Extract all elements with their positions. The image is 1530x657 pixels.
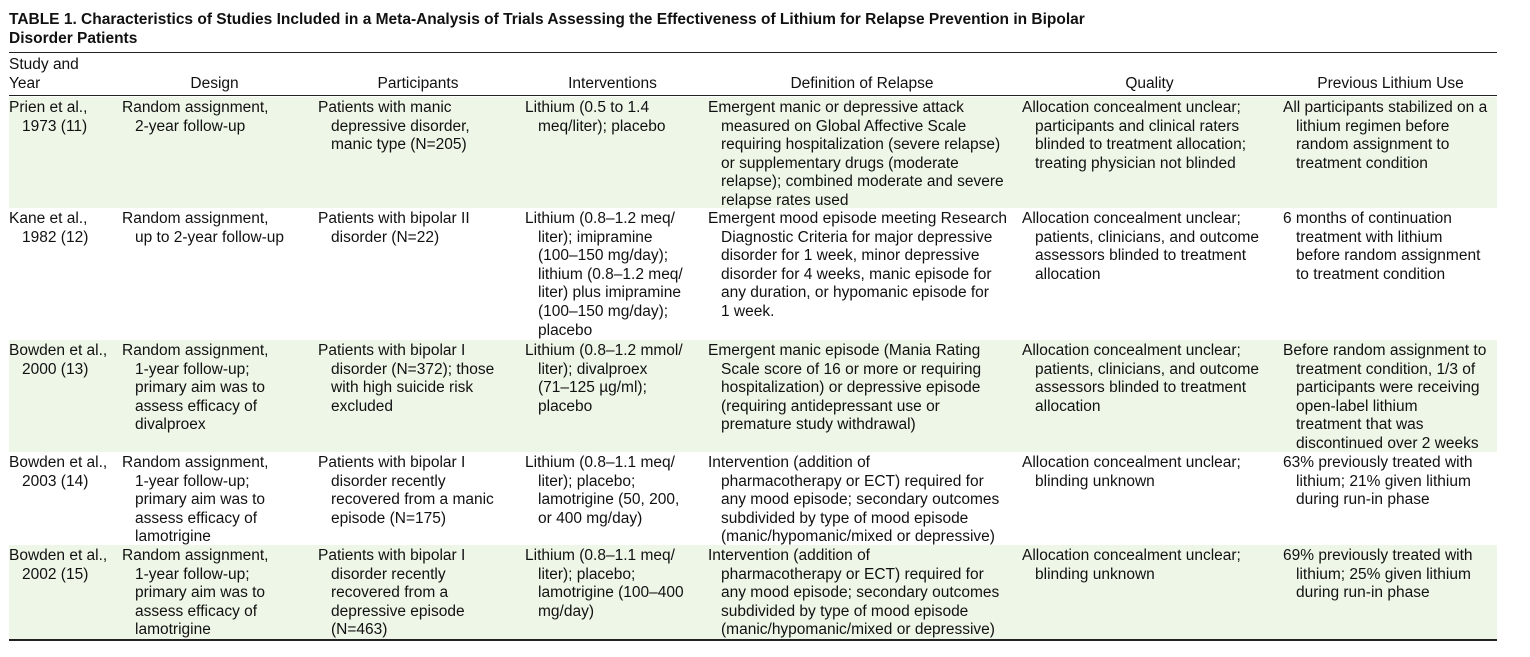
bottom-rule	[9, 639, 1497, 641]
cell-design: Random assignment, 1-year follow-up; primary aim was to assess efficacy of divalproex	[122, 342, 269, 434]
cell-quality: Allocation concealment unclear; blinding unknown	[1022, 454, 1241, 490]
cell-participants: Patients with bipolar I disorder recently recovered from a depressive episode (N=463)	[318, 547, 466, 639]
cell-interventions: Lithium (0.8–1.1 meq/ liter); placebo; lamotrigine (50, 200, or 400 mg/day)	[525, 454, 680, 527]
cell-study-year: Prien et al., 1973 (11)	[9, 99, 88, 135]
header-participants: Participants	[377, 75, 459, 92]
header-rule	[9, 95, 1497, 96]
cell-previous-lithium-use: All participants stabilized on a lithium regimen before random assignment to treatment condition	[1283, 99, 1488, 172]
table-row	[9, 208, 1497, 340]
cell-design: Random assignment, up to 2-year follow-up	[122, 210, 285, 246]
header-study-year: Study and Year	[9, 56, 79, 92]
table-title: TABLE 1. Characteristics of Studies Included in a Meta-Analysis of Trials Assessing the Effectiveness of Lithium for Relapse Prevention in Bipolar Disorder Patients	[9, 11, 1085, 47]
cell-participants: Patients with bipolar II disorder (N=22)	[318, 210, 470, 246]
header-previous-lithium-use: Previous Lithium Use	[1317, 75, 1464, 92]
header-design: Design	[190, 75, 239, 92]
cell-quality: Allocation concealment unclear; patients, clinicians, and outcome assessors blinded to treatment allocation	[1022, 342, 1260, 415]
cell-design: Random assignment, 1-year follow-up; primary aim was to assess efficacy of lamotrigine	[122, 547, 269, 639]
cell-definition-of-relapse: Emergent mood episode meeting Research Diagnostic Criteria for major depressive disorder for 1 week, minor depressive disorder for 4 weeks, manic episode for any duration, or hypomanic episode for 1 week.	[708, 210, 1007, 320]
cell-definition-of-relapse: Intervention (addition of pharmacotherapy or ECT) required for any mood episode; secondary outcomes subdivided by type of mood episode (manic/hypomanic/mixed or depressive)	[708, 547, 1000, 639]
cell-design: Random assignment, 1-year follow-up; primary aim was to assess efficacy of lamotrigine	[122, 454, 269, 546]
cell-participants: Patients with manic depressive disorder, manic type (N=205)	[318, 99, 470, 154]
table-row	[9, 340, 1497, 452]
cell-study-year: Bowden et al., 2003 (14)	[9, 454, 108, 490]
cell-interventions: Lithium (0.8–1.2 meq/ liter); imipramine (100–150 mg/day); lithium (0.8–1.2 meq/ liter) plus imipramine (100–150 mg/day); placebo	[525, 210, 683, 339]
cell-study-year: Bowden et al., 2000 (13)	[9, 342, 108, 378]
cell-quality: Allocation concealment unclear; patients, clinicians, and outcome assessors blinded to treatment allocation	[1022, 210, 1260, 283]
table-row	[9, 452, 1497, 545]
cell-previous-lithium-use: Before random assignment to treatment condition, 1/3 of participants were receiving open-label lithium treatment that was discontinued over 2 weeks	[1283, 342, 1487, 452]
cell-participants: Patients with bipolar I disorder recently recovered from a manic episode (N=175)	[318, 454, 494, 527]
header-interventions: Interventions	[568, 75, 657, 92]
top-rule	[9, 52, 1497, 53]
table-row	[9, 97, 1497, 208]
cell-interventions: Lithium (0.8–1.2 mmol/ liter); divalproex (71–125 µg/ml); placebo	[525, 342, 683, 415]
cell-definition-of-relapse: Intervention (addition of pharmacotherapy or ECT) required for any mood episode; secondary outcomes subdivided by type of mood episode (manic/hypomanic/mixed or depressive)	[708, 454, 1000, 546]
cell-definition-of-relapse: Emergent manic or depressive attack measured on Global Affective Scale requiring hospitalization (severe relapse) or supplementary drugs (moderate relapse); combined moderate and severe relapse rates used	[708, 99, 1004, 209]
cell-participants: Patients with bipolar I disorder (N=372); those with high suicide risk excluded	[318, 342, 495, 415]
cell-study-year: Bowden et al., 2002 (15)	[9, 547, 108, 583]
cell-previous-lithium-use: 6 months of continuation treatment with lithium before random assignment to treatment condition	[1283, 210, 1481, 283]
cell-design: Random assignment, 2-year follow-up	[122, 99, 269, 135]
cell-definition-of-relapse: Emergent manic episode (Mania Rating Scale score of 16 or more or requiring hospitalization) or depressive episode (requiring antidepressant use or premature study withdrawal)	[708, 342, 982, 434]
cell-previous-lithium-use: 63% previously treated with lithium; 21% given lithium during run-in phase	[1283, 454, 1473, 509]
table-row	[9, 545, 1497, 639]
header-definition-of-relapse: Definition of Relapse	[790, 75, 934, 92]
cell-quality: Allocation concealment unclear; participants and clinical raters blinded to treatment allocation; treating physician not blinded	[1022, 99, 1247, 172]
cell-interventions: Lithium (0.5 to 1.4 meq/liter); placebo	[525, 99, 666, 135]
cell-previous-lithium-use: 69% previously treated with lithium; 25% given lithium during run-in phase	[1283, 547, 1473, 602]
cell-quality: Allocation concealment unclear; blinding unknown	[1022, 547, 1241, 583]
cell-study-year: Kane et al., 1982 (12)	[9, 210, 89, 246]
cell-interventions: Lithium (0.8–1.1 meq/ liter); placebo; lamotrigine (100–400 mg/day)	[525, 547, 684, 620]
header-quality: Quality	[1125, 75, 1174, 92]
